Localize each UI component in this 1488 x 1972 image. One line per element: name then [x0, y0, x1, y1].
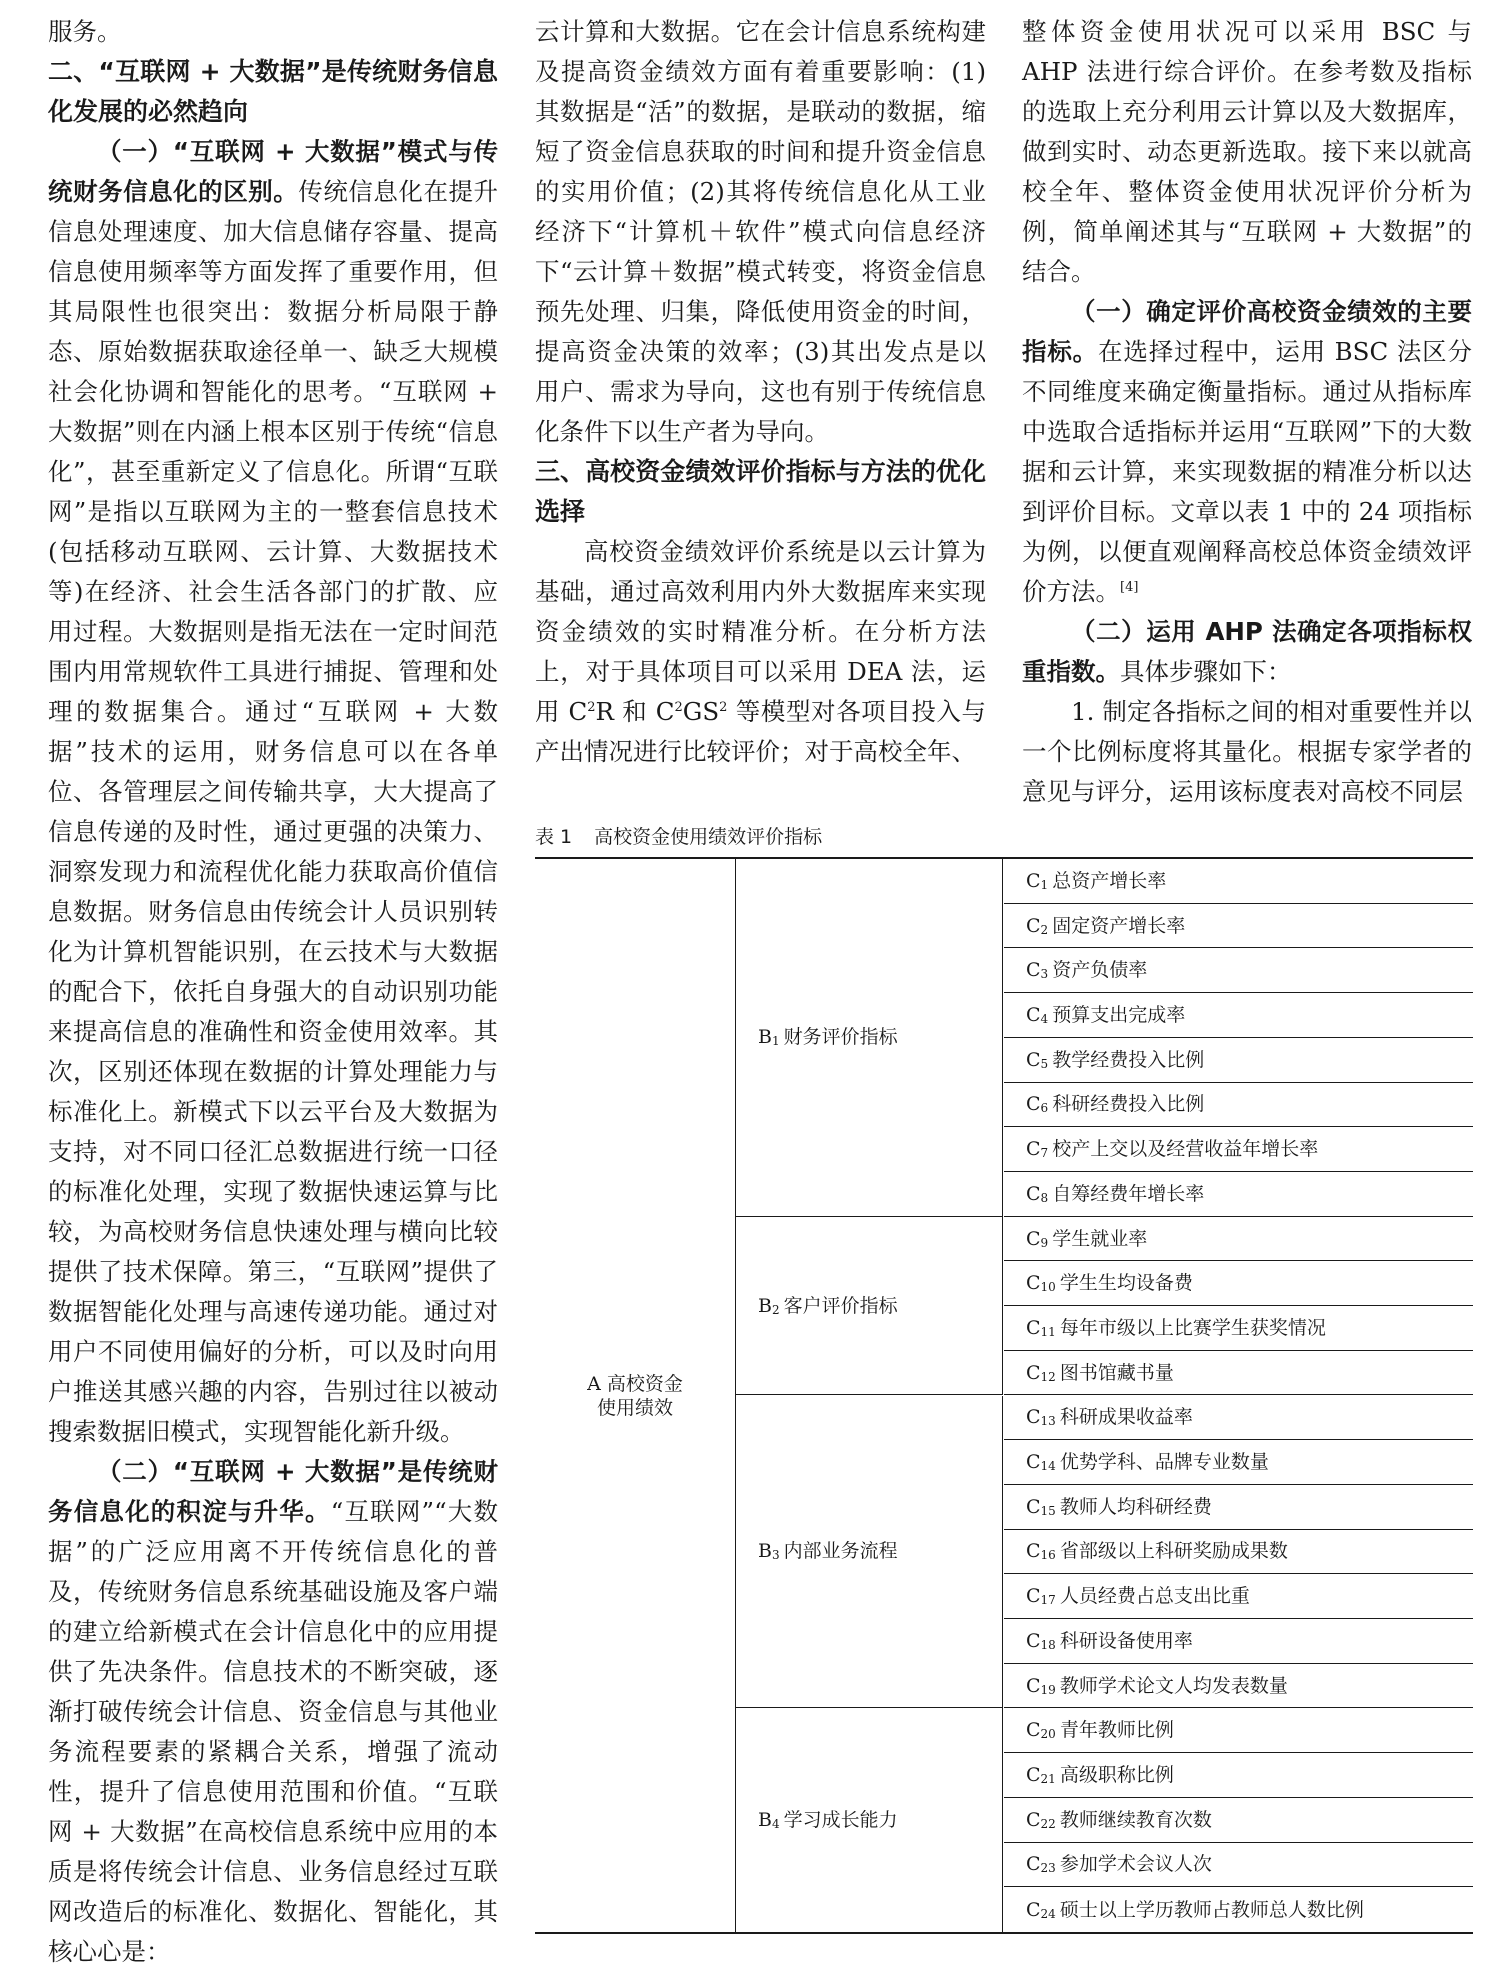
indicator-label: 科研经费投入比例	[1052, 1093, 1205, 1116]
table-row: C $_3$ 资产负债率	[1004, 948, 1473, 993]
indicator-code: C	[1026, 1495, 1041, 1518]
table-row: C $_9$ 学生就业率	[1004, 1217, 1473, 1262]
superscript: 2	[587, 699, 596, 715]
indicator-code: C	[1026, 1540, 1041, 1563]
indicator-code: C	[1026, 1898, 1041, 1921]
section-heading-2: 二、“互联网 + 大数据”是传统财务信息化发展的必然趋向	[48, 57, 498, 126]
indicator-label: 科研设备使用率	[1059, 1629, 1193, 1652]
subsection-heading: （一）“互联网 + 大数据”模式与传统财务信息化的区别。	[48, 137, 498, 206]
indicator-code: C	[1026, 1451, 1041, 1474]
table-group-cell: B $_1$ 财务评价指标	[736, 859, 1003, 1217]
column-middle	[535, 12, 986, 802]
indicator-code: C	[1026, 1093, 1041, 1116]
group-label: 客户评价指标	[783, 1294, 898, 1317]
indicator-code: C	[1026, 1138, 1041, 1161]
indicator-code: C	[1026, 1406, 1041, 1429]
superscript: 2	[674, 699, 683, 715]
table-row: C $_{23}$ 参加学术会议人次	[1004, 1843, 1473, 1888]
paragraph-text: “互联网”“大数据”的广泛应用离不开传统信息化的普及，传统财务信息系统基础设施及客户端的建立给新模式在会计信息化中的应用提供了先决条件。信息技术的不断突破，逐渐打破传统会计信息、资金信息与其他业务流程要素的紧耦合关系，增强了流动性，提升了信息使用范围和价值。“互联网 + 大数据”在高校信息系统中应用的本质是将传统会计信息、业务信息经过互联网改造后的标准化、数据化、智能化，其核心心是：	[48, 1497, 499, 1966]
indicator-label: 预算支出完成率	[1052, 1003, 1186, 1026]
indicator-label: 高级职称比例	[1059, 1764, 1174, 1786]
indicator-code: C	[1026, 1182, 1041, 1205]
indicator-label: 科研成果收益率	[1059, 1406, 1193, 1429]
indicator-code: C	[1026, 1629, 1041, 1652]
table-row: C $_{21}$ 高级职称比例	[1004, 1753, 1473, 1798]
column-right	[1022, 12, 1473, 806]
table-group-cell: B $_3$ 内部业务流程	[736, 1396, 1003, 1709]
paragraph: 服务。	[48, 17, 122, 46]
table-row: C $_{18}$ 科研设备使用率	[1004, 1619, 1473, 1664]
indicator-label: 总资产增长率	[1052, 869, 1167, 892]
indicator-code: C	[1026, 1227, 1041, 1250]
paragraph-text: 等模型对各项目投入与产出情况进行比较评价；对于高校全年、	[535, 697, 986, 766]
paragraph	[1022, 612, 1472, 692]
indicator-code: C	[1026, 959, 1041, 982]
paragraph-text: 在选择过程中，运用 BSC 法区分不同维度来确定衡量指标。通过从指标库中选取合适指标并运用“互联网”下的大数据和云计算，来实现数据的精准分析以达到评价目标。文章以表 1 中的 24 项指标为例，以便直观阐释高校总体资金绩效评价方法。	[1022, 337, 1473, 606]
table-caption	[535, 822, 844, 849]
table-row: C $_5$ 教学经费投入比例	[1004, 1038, 1473, 1083]
table-row: C $_{16}$ 省部级以上科研奖励成果数	[1004, 1530, 1473, 1575]
indicator-code: C	[1026, 914, 1041, 937]
column-left	[48, 12, 498, 1972]
table-group-cell: B $_2$ 客户评价指标	[736, 1217, 1003, 1396]
indicator-code: C	[1026, 1048, 1041, 1071]
indicator-label: 图书馆藏书量	[1059, 1361, 1174, 1384]
group-label: 学习成长能力	[783, 1809, 898, 1832]
indicator-label: 省部级以上科研奖励成果数	[1059, 1540, 1288, 1563]
indicator-label: 校产上交以及经营收益年增长率	[1052, 1138, 1319, 1161]
table-title: 高校资金使用绩效评价指标	[594, 826, 823, 848]
indicator-label: 优势学科、品牌专业数量	[1059, 1451, 1269, 1474]
table-row: C $_{17}$ 人员经费占总支出比重	[1004, 1574, 1473, 1619]
table-row: C $_{11}$ 每年市级以上比赛学生获奖情况	[1004, 1306, 1473, 1351]
citation-ref: [4]	[1120, 579, 1139, 595]
paragraph-text: 高校资金绩效评价系统是以云计算为基础，通过高效利用内外大数据库来实现资金绩效的实时精准分析。在分析方法上，对于具体项目可以采用 DEA 法，运用 C	[535, 537, 986, 726]
paragraph	[48, 1452, 498, 1972]
table-row: C $_{13}$ 科研成果收益率	[1004, 1396, 1473, 1441]
indicator-label: 教师继续教育次数	[1059, 1808, 1212, 1831]
table-row: C $_{22}$ 教师继续教育次数	[1004, 1798, 1473, 1843]
indicator-code: C	[1026, 1361, 1041, 1384]
table-number: 表 1	[535, 826, 573, 848]
indicator-label: 资产负债率	[1052, 959, 1148, 982]
root-label: A 高校资金使用绩效	[587, 1372, 683, 1419]
indicator-label: 硕士以上学历教师占教师总人数比例	[1059, 1898, 1364, 1921]
section-heading-3: 三、高校资金绩效评价指标与方法的优化选择	[535, 457, 986, 526]
group-code: B	[758, 1540, 772, 1563]
table-row: C $_2$ 固定资产增长率	[1004, 904, 1473, 949]
indicator-code: C	[1026, 1808, 1041, 1831]
table-row: C $_1$ 总资产增长率	[1004, 859, 1473, 904]
indicator-label: 教学经费投入比例	[1052, 1048, 1205, 1071]
group-code: B	[758, 1809, 772, 1832]
indicator-code: C	[1026, 1764, 1041, 1786]
table-row: C $_6$ 科研经费投入比例	[1004, 1083, 1473, 1128]
indicator-label: 学生生均设备费	[1059, 1272, 1193, 1295]
indicator-code: C	[1026, 1853, 1041, 1876]
indicator-table	[535, 857, 1473, 1934]
subsection-heading: （二）“互联网 + 大数据”是传统财务信息化的积淀与升华。	[48, 1457, 498, 1526]
subsection-heading: （二）运用 AHP 法确定各项指标权重指数。	[1022, 617, 1472, 686]
group-code: B	[758, 1294, 772, 1317]
indicator-code: C	[1026, 1316, 1041, 1339]
indicator-label: 每年市级以上比赛学生获奖情况	[1059, 1316, 1326, 1339]
indicator-label: 学生就业率	[1052, 1227, 1148, 1250]
paragraph: 云计算和大数据。它在会计信息系统构建及提高资金绩效方面有着重要影响：(1)其数据是“活”的数据，是联动的数据，缩短了资金信息获取的时间和提升资金信息的实用价值；(2)其将传统信息化从工业经济下“计算机＋软件”模式向信息经济下“云计算＋数据”模式转变，将资金信息预先处理、归集，降低使用资金的时间，提高资金决策的效率；(3)其出发点是以用户、需求为导向，这也有别于传统信息化条件下以生产者为导向。	[535, 17, 986, 446]
table-row: C $_{15}$ 教师人均科研经费	[1004, 1485, 1473, 1530]
paragraph-text: R 和 C	[595, 697, 675, 726]
indicator-label: 自筹经费年增长率	[1052, 1182, 1205, 1205]
paragraph	[535, 532, 986, 772]
table-row: C $_7$ 校产上交以及经营收益年增长率	[1004, 1127, 1473, 1172]
paragraph-text: 具体步骤如下：	[1120, 657, 1292, 686]
indicator-code: C	[1026, 1674, 1041, 1697]
paragraph-text: GS	[682, 697, 720, 726]
indicator-code: C	[1026, 869, 1041, 892]
superscript: 2	[719, 699, 728, 715]
table-row: C $_{14}$ 优势学科、品牌专业数量	[1004, 1440, 1473, 1485]
group-label: 内部业务流程	[783, 1540, 898, 1563]
table-row: C $_4$ 预算支出完成率	[1004, 993, 1473, 1038]
group-code: B	[758, 1026, 772, 1049]
indicator-label: 教师人均科研经费	[1059, 1495, 1212, 1518]
indicator-code: C	[1026, 1272, 1041, 1295]
table-row: C $_{19}$ 教师学术论文人均发表数量	[1004, 1664, 1473, 1709]
paragraph: 1. 制定各指标之间的相对重要性并以一个比例标度将其量化。根据专家学者的意见与评分，运用该标度表对高校不同层	[1022, 697, 1472, 806]
indicator-code: C	[1026, 1719, 1041, 1742]
indicator-code: C	[1026, 1585, 1041, 1608]
table-row: C $_{10}$ 学生生均设备费	[1004, 1261, 1473, 1306]
indicator-label: 参加学术会议人次	[1059, 1853, 1212, 1876]
indicator-label: 青年教师比例	[1059, 1719, 1174, 1742]
table-group-cell: B $_4$ 学习成长能力	[736, 1708, 1003, 1932]
indicator-label: 固定资产增长率	[1052, 914, 1186, 937]
paragraph	[48, 132, 498, 1452]
indicator-label: 教师学术论文人均发表数量	[1059, 1674, 1288, 1697]
table-row: C $_{24}$ 硕士以上学历教师占教师总人数比例	[1026, 1898, 1364, 1921]
table-row: C $_{20}$ 青年教师比例	[1004, 1708, 1473, 1753]
paragraph: 整体资金使用状况可以采用 BSC 与 AHP 法进行综合评价。在参考数及指标的选取上充分利用云计算以及大数据库，做到实时、动态更新选取。接下来以就高校全年、整体资金使用状况评价分析为例，简单阐述其与“互联网 + 大数据”的结合。	[1022, 17, 1472, 286]
indicator-label: 人员经费占总支出比重	[1059, 1585, 1250, 1608]
table-row: C $_8$ 自筹经费年增长率	[1004, 1172, 1473, 1217]
indicator-code: C	[1026, 1003, 1041, 1026]
table-root-cell	[535, 859, 736, 1932]
paragraph-text: 传统信息化在提升信息处理速度、加大信息储存容量、提高信息使用频率等方面发挥了重要作用，但其局限性也很突出：数据分析局限于静态、原始数据获取途径单一、缺乏大规模社会化协调和智能化的思考。“互联网 + 大数据”则在内涵上根本区别于传统“信息化”，甚至重新定义了信息化。所谓“互联网”是指以互联网为主的一整套信息技术(包括移动互联网、云计算、大数据技术等)在经济、社会生活各部门的扩散、应用过程。大数据则是指无法在一定时间范围内用常规软件工具进行捕捉、管理和处理的数据集合。通过“互联网 + 大数据”技术的运用，财务信息可以在各单位、各管理层之间传输共享，大大提高了信息传递的及时性，通过更强的决策力、洞察发现力和流程优化能力获取高价值信息数据。财务信息由传统会计人员识别转化为计算机智能识别，在云技术与大数据的配合下，依托自身强大的自动识别功能来提高信息的准确性和资金使用效率。其次，区别还体现在数据的计算处理能力与标准化上。新模式下以云平台及大数据为支持，对不同口径汇总数据进行统一口径的标准化处理，实现了数据快速运算与比较，为高校财务信息快速处理与横向比较提供了技术保障。第三，“互联网”提供了数据智能化处理与高速传递功能。通过对用户不同使用偏好的分析，可以及时向用户推送其感兴趣的内容，告别过往以被动搜索数据旧模式，实现智能化新升级。	[48, 177, 499, 1446]
paragraph	[1022, 292, 1472, 612]
table-row: C $_{12}$ 图书馆藏书量	[1004, 1351, 1473, 1396]
group-label: 财务评价指标	[783, 1026, 898, 1049]
subsection-heading: （一）确定评价高校资金绩效的主要指标。	[1022, 297, 1472, 366]
